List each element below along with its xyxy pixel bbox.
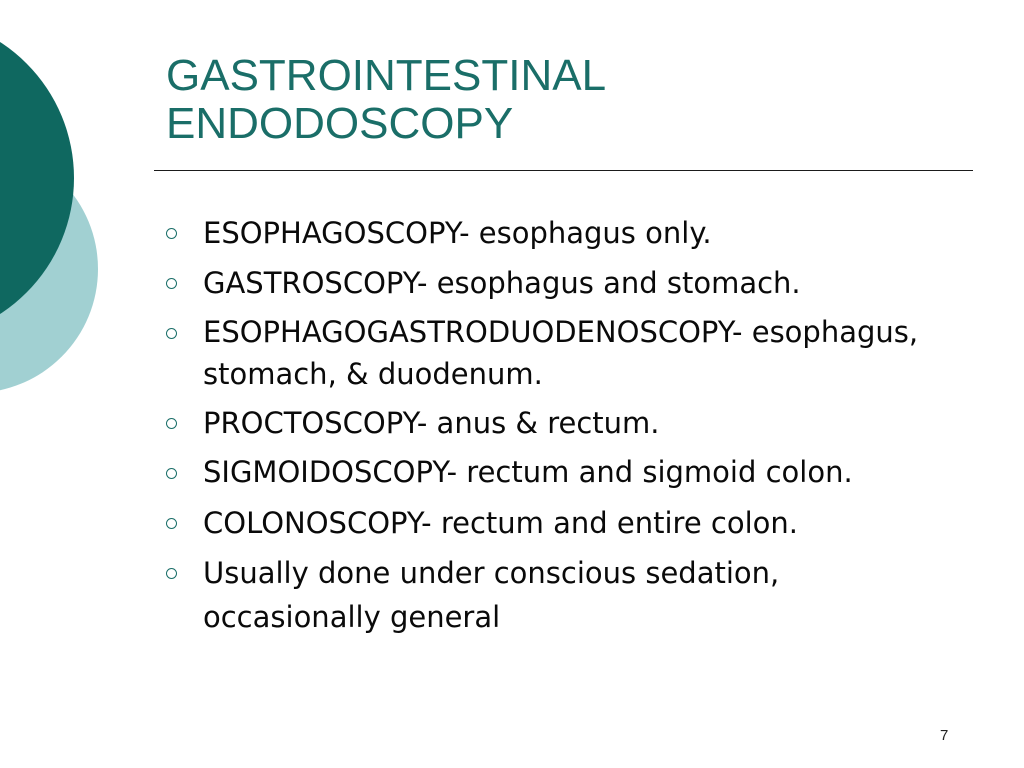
bullet-item-esophagoscopy [166, 211, 956, 255]
slide-title-line-1: GASTROINTESTINAL [166, 51, 607, 100]
hollow-circle-bullet-icon [166, 568, 177, 579]
bullet-item-gastroscopy [166, 261, 956, 305]
hollow-circle-bullet-icon [166, 468, 177, 479]
bullet-text: ESOPHAGOGASTRODUODENOSCOPY- esophagus, stomach, & duodenum. [203, 315, 919, 391]
slide-title [166, 52, 926, 148]
bullet-text: GASTROSCOPY- esophagus and stomach. [203, 266, 801, 300]
bullet-item-sedation-note [166, 551, 956, 639]
hollow-circle-bullet-icon [166, 518, 177, 529]
title-divider [154, 170, 973, 171]
hollow-circle-bullet-icon [166, 278, 177, 289]
bullet-text: COLONOSCOPY- rectum and entire colon. [203, 506, 798, 540]
page-number: 7 [940, 727, 949, 744]
bullet-item-sigmoidoscopy [166, 451, 956, 495]
bullet-item-esophagogastroduodenoscopy [166, 311, 956, 395]
bullet-item-colonoscopy [166, 501, 956, 545]
slide-title-line-2: ENDODOSCOPY [166, 99, 514, 148]
bullet-text: Usually done under conscious sedation, occasionally general [203, 556, 780, 634]
bullet-text: ESOPHAGOSCOPY- esophagus only. [203, 216, 712, 250]
hollow-circle-bullet-icon [166, 328, 177, 339]
bullet-text: SIGMOIDOSCOPY- rectum and sigmoid colon. [203, 455, 853, 489]
hollow-circle-bullet-icon [166, 418, 177, 429]
bullet-text: PROCTOSCOPY- anus & rectum. [203, 406, 660, 440]
hollow-circle-bullet-icon [166, 228, 177, 239]
bullet-list [166, 211, 956, 645]
bullet-item-proctoscopy [166, 401, 956, 445]
